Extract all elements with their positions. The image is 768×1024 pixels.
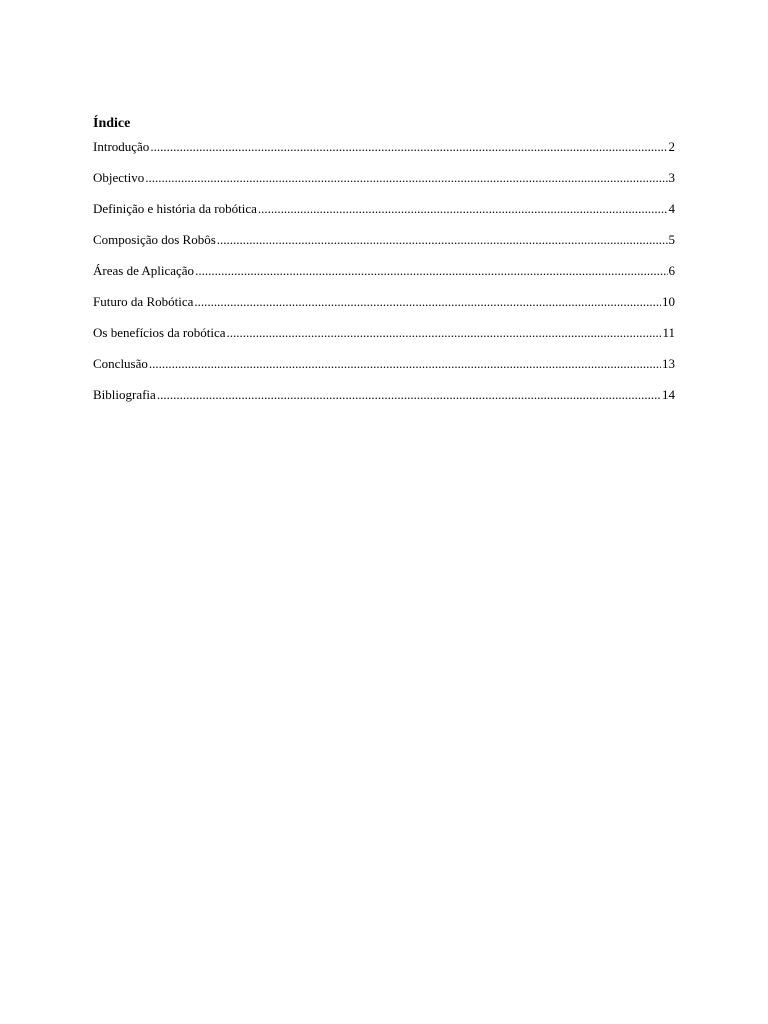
toc-entry-areas-de-aplicacao[interactable] [93, 263, 675, 294]
table-of-contents [93, 115, 675, 418]
toc-entry-page-number: 6 [668, 263, 675, 278]
toc-entry-page-number: 13 [662, 356, 675, 371]
toc-list [93, 139, 675, 418]
toc-entry-page-number: 10 [662, 294, 675, 309]
toc-entry-composicao[interactable] [93, 232, 675, 263]
toc-entry-bibliografia[interactable] [93, 387, 675, 418]
toc-dot-leader [195, 263, 667, 279]
toc-dot-leader [258, 201, 668, 217]
toc-dot-leader [145, 170, 667, 186]
toc-entry-beneficios[interactable] [93, 325, 675, 356]
toc-entry-futuro[interactable] [93, 294, 675, 325]
toc-dot-leader [226, 325, 661, 341]
toc-entry-objectivo[interactable] [93, 170, 675, 201]
toc-entry-label: Definição e história da robótica [93, 201, 257, 216]
toc-dot-leader [149, 356, 661, 372]
toc-entry-page-number: 14 [662, 387, 675, 402]
toc-title: Índice [93, 116, 131, 131]
toc-entry-label: Conclusão [93, 356, 148, 371]
toc-entry-label: Introdução [93, 139, 150, 154]
toc-entry-introducao[interactable] [93, 139, 675, 170]
toc-entry-page-number: 11 [662, 325, 675, 340]
toc-entry-label: Os benefícios da robótica [93, 325, 226, 340]
toc-entry-label: Objectivo [93, 170, 145, 185]
toc-entry-page-number: 2 [668, 139, 675, 154]
toc-dot-leader [194, 294, 661, 310]
toc-entry-label: Áreas de Aplicação [93, 263, 195, 278]
toc-dot-leader [150, 139, 667, 155]
toc-dot-leader [217, 232, 668, 248]
toc-entry-label: Futuro da Robótica [93, 294, 194, 309]
toc-entry-page-number: 4 [668, 201, 675, 216]
toc-entry-definicao[interactable] [93, 201, 675, 232]
toc-entry-page-number: 3 [668, 170, 675, 185]
toc-dot-leader [157, 387, 661, 403]
toc-entry-page-number: 5 [668, 232, 675, 247]
toc-entry-label: Composição dos Robôs [93, 232, 216, 247]
toc-entry-conclusao[interactable] [93, 356, 675, 387]
toc-entry-label: Bibliografia [93, 387, 156, 402]
